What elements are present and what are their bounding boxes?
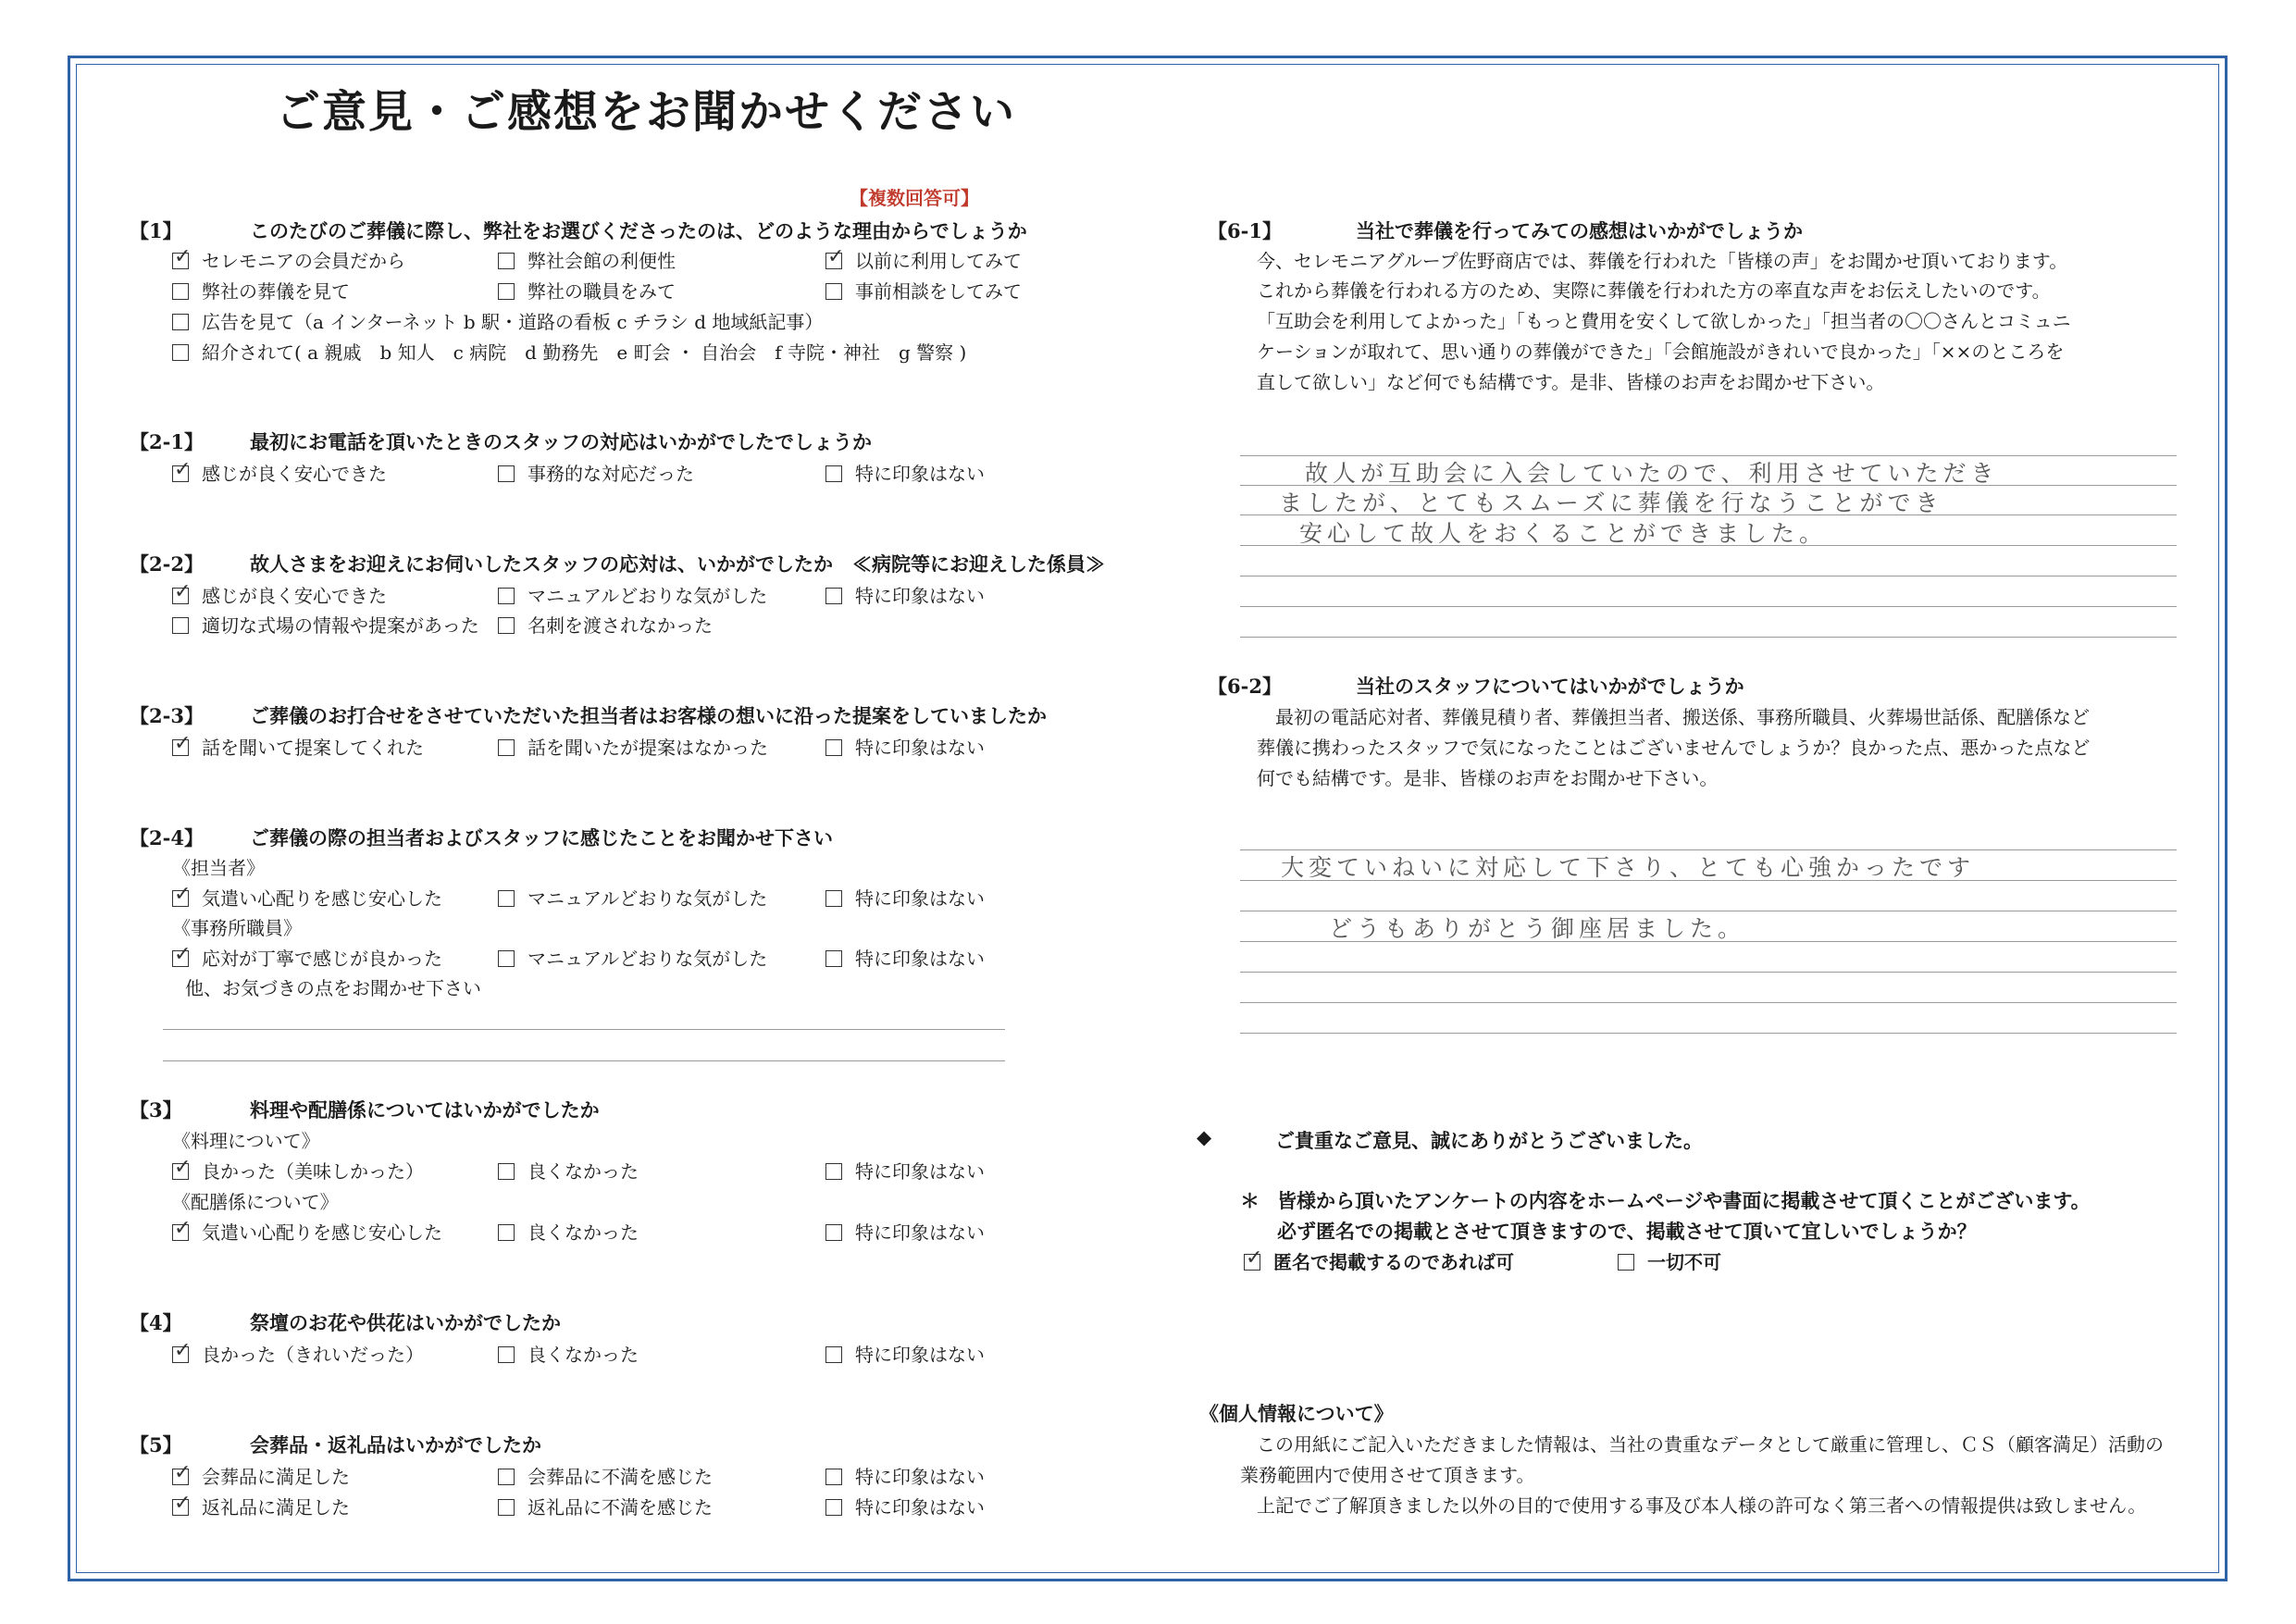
publish-option-anonymous[interactable]: ✓匿名で掲載するのであれば可 [1244, 1247, 1514, 1274]
q6-1-body-line: ケーションが取れて、思い通りの葬儀ができた」「会館施設がきれいで良かった」「××のところを [1257, 341, 2065, 363]
q2-2-option-none[interactable]: 特に印象はない [825, 581, 985, 608]
q6-1-body-line: 直して欲しい」など何でも結構です。是非、皆様のお声をお聞かせ下さい。 [1257, 371, 1885, 393]
answer-line[interactable] [1240, 606, 2177, 607]
q2-2-option-manual[interactable]: マニュアルどおりな気がした [498, 581, 767, 608]
answer-line[interactable] [1240, 1002, 2177, 1003]
handwritten-answer-line: 故人が互助会に入会していたので、利用させていただき [1305, 460, 1999, 487]
comment-line[interactable] [163, 1060, 1005, 1061]
checkbox[interactable] [825, 283, 842, 300]
q2-4-office-option-polite[interactable]: ✓応対が丁寧で感じが良かった [172, 944, 442, 971]
question-4: 【4】 祭壇のお花や供花はいかがでしたか [130, 1311, 561, 1334]
handwritten-answer-line: 大変ていねいに対応して下さり、とても心強かったです [1281, 854, 1976, 881]
handwritten-answer-line: どうもありがとう御座居ました。 [1329, 915, 1746, 942]
checkbox[interactable] [825, 890, 842, 907]
q2-1-option-businesslike[interactable]: 事務的な対応だった [498, 459, 694, 486]
q1-option-consultation[interactable]: 事前相談をしてみて [825, 277, 1022, 304]
question-text: このたびのご葬儀に際し、弊社をお選びくださったのは、どのような理由からでしょうか [250, 219, 1027, 242]
checkbox[interactable] [172, 1224, 189, 1241]
checkbox[interactable] [172, 253, 189, 269]
q6-1-body-line: これから葬儀を行われる方のため、実際に葬儀を行われた方の率直な声をお伝えしたいのです。 [1257, 279, 2051, 302]
question-2-2: 【2-2】 故人さまをお迎えにお伺いしたスタッフの応対は、いかがでしたか ≪病院等にお迎えした係員≫ [130, 552, 1105, 576]
thanks-message: ご貴重なご意見、誠にありがとうございました。 [1275, 1129, 1703, 1152]
question-1 [130, 217, 1027, 244]
publish-line-2: 必ず匿名での掲載とさせて頂きますので、掲載させて頂いて宜しいでしょうか？ [1277, 1220, 1977, 1243]
checkbox[interactable] [498, 1469, 515, 1485]
checkbox[interactable] [498, 1163, 515, 1180]
q6-2-body-line: 何でも結構です。是非、皆様のお声をお聞かせ下さい。 [1257, 767, 1719, 789]
thanks-bullet: ◆ [1197, 1125, 1212, 1148]
q3-serving-option-bad[interactable]: 良くなかった [498, 1218, 639, 1245]
answer-line[interactable] [1240, 637, 2177, 638]
checkbox[interactable] [498, 1346, 515, 1363]
question-5: 【5】 会葬品・返礼品はいかがでしたか [130, 1433, 541, 1457]
q2-2-option-no-card[interactable]: 名刺を渡されなかった [498, 611, 713, 638]
question-number: 【1】 [130, 219, 182, 242]
q5-option-gift-satisfied[interactable]: ✓会葬品に満足した [172, 1462, 350, 1489]
checkbox[interactable] [498, 1499, 515, 1516]
q2-3-option-listened[interactable]: ✓話を聞いて提案してくれた [172, 733, 424, 760]
q3-food-option-bad[interactable]: 良くなかった [498, 1157, 639, 1184]
q1-option-advert[interactable]: 広告を見て（a インターネット b 駅・道路の看板 c チラシ d 地域紙記事） [172, 307, 823, 334]
q2-1-option-none[interactable]: 特に印象はない [825, 459, 985, 486]
q2-4-staff-option-manual[interactable]: マニュアルどおりな気がした [498, 884, 767, 911]
q2-3-option-none[interactable]: 特に印象はない [825, 733, 985, 760]
subheading-office: 《事務所職員》 [172, 917, 302, 939]
checkbox[interactable] [825, 1499, 842, 1516]
checkbox[interactable] [825, 1346, 842, 1363]
q3-food-option-good[interactable]: ✓良かった（美味しかった） [172, 1157, 424, 1184]
comment-line[interactable] [163, 1029, 1005, 1030]
checkbox[interactable] [825, 1224, 842, 1241]
q6-1-body-line: 今、セレモニアグループ佐野商店では、葬儀を行われた「皆様の声」をお聞かせ頂いております。 [1257, 250, 2068, 272]
checkbox[interactable] [172, 617, 189, 634]
q5-option-return-unsatisfied[interactable]: 返礼品に不満を感じた [498, 1493, 713, 1519]
handwritten-answer-line: 安心して故人をおくることができました。 [1299, 520, 1828, 547]
checkbox[interactable] [825, 950, 842, 967]
question-3: 【3】 料理や配膳係についてはいかがでしたか [130, 1098, 600, 1122]
q3-food-option-none[interactable]: 特に印象はない [825, 1157, 985, 1184]
checkbox[interactable] [498, 253, 515, 269]
multi-answer-note: 【複数回答可】 [850, 187, 979, 209]
answer-line[interactable] [1240, 972, 2177, 973]
checkbox[interactable] [498, 283, 515, 300]
q1-option-referral[interactable]: 紹介されて( a 親戚 b 知人 c 病院 d 勤務先 e 町会 ・ 自治会 f 寺院・神社 g 警察 ) [172, 338, 966, 365]
checkbox[interactable] [172, 344, 189, 361]
checkbox[interactable] [498, 617, 515, 634]
question-6-1: 【6-1】 当社で葬儀を行ってみての感想はいかがでしょうか [1208, 219, 1803, 242]
q1-option-staff[interactable]: 弊社の職員をみて [498, 277, 676, 304]
checkbox[interactable] [498, 465, 515, 482]
q2-4-staff-option-none[interactable]: 特に印象はない [825, 884, 985, 911]
q4-option-none[interactable]: 特に印象はない [825, 1340, 985, 1367]
privacy-body-line: 業務範囲内で使用させて頂きます。 [1240, 1464, 1535, 1486]
privacy-heading: 《個人情報について》 [1199, 1402, 1394, 1425]
question-6-2: 【6-2】 当社のスタッフについてはいかがでしょうか [1208, 675, 1744, 698]
q2-2-option-venue-info[interactable]: 適切な式場の情報や提案があった [172, 611, 479, 638]
checkbox[interactable] [1618, 1254, 1634, 1271]
handwritten-answer-line: ましたが、とてもスムーズに葬儀を行なうことができ [1279, 490, 1943, 516]
checkbox[interactable] [172, 890, 189, 907]
answer-line[interactable] [1240, 1033, 2177, 1034]
subheading-staff: 《担当者》 [172, 857, 265, 879]
checkbox[interactable] [172, 1469, 189, 1485]
subheading-food: 《料理について》 [172, 1130, 320, 1152]
q5-option-gift-none[interactable]: 特に印象はない [825, 1462, 985, 1489]
question-2-1: 【2-1】 最初にお電話を頂いたときのスタッフの対応はいかがでしたでしょうか [130, 430, 872, 453]
q5-option-gift-unsatisfied[interactable]: 会葬品に不満を感じた [498, 1462, 713, 1489]
q6-2-body-line: 葬儀に携わったスタッフで気になったことはございませんでしょうか？良かった点、悪かった点など [1257, 737, 2091, 759]
checkbox[interactable] [825, 588, 842, 604]
checkbox[interactable] [825, 253, 842, 269]
privacy-body-line: この用紙にご記入いただきました情報は、当社の貴重なデータとして厳重に管理し、ＣＳ（顧客満足）活動の [1257, 1433, 2164, 1456]
checkbox[interactable] [172, 588, 189, 604]
checkbox[interactable] [172, 1163, 189, 1180]
other-comments-label: 他、お気づきの点をお聞かせ下さい [185, 977, 481, 999]
checkbox[interactable] [825, 739, 842, 756]
subheading-serving: 《配膳係について》 [172, 1191, 339, 1213]
q3-serving-option-attentive[interactable]: ✓気遣い心配りを感じ安心した [172, 1218, 442, 1245]
q2-4-office-option-manual[interactable]: マニュアルどおりな気がした [498, 944, 767, 971]
q2-1-option-good[interactable]: ✓感じが良く安心できた [172, 459, 387, 486]
checkbox[interactable] [172, 314, 189, 330]
checkbox[interactable] [498, 950, 515, 967]
checkbox[interactable] [498, 1224, 515, 1241]
checkbox[interactable] [825, 465, 842, 482]
checkbox[interactable] [172, 950, 189, 967]
checkbox[interactable] [172, 1499, 189, 1516]
checkbox[interactable] [172, 283, 189, 300]
checkbox[interactable] [825, 1163, 842, 1180]
q1-option-convenience[interactable]: 弊社会館の利便性 [498, 246, 676, 273]
question-2-3: 【2-3】 ご葬儀のお打合せをさせていただいた担当者はお客様の想いに沿った提案をしていましたか [130, 704, 1047, 727]
publish-mark: ＊ [1240, 1189, 1260, 1212]
q1-option-member[interactable]: ✓セレモニアの会員だから [172, 246, 405, 273]
page-title: ご意見・ご感想をお聞かせください [276, 86, 1017, 138]
checkbox[interactable] [498, 739, 515, 756]
q1-option-used-before[interactable]: ✓ 以前に利用してみて [825, 246, 1022, 273]
q5-option-return-satisfied[interactable]: ✓返礼品に満足した [172, 1493, 350, 1519]
checkbox[interactable] [1244, 1254, 1260, 1271]
q4-option-bad[interactable]: 良くなかった [498, 1340, 639, 1367]
q6-2-body-line: 最初の電話応対者、葬儀見積り者、葬儀担当者、搬送係、事務所職員、火葬場世話係、配膳係など [1275, 706, 2090, 728]
q6-1-body-line: 「互助会を利用してよかった」「もっと費用を安くして欲しかった」「担当者の〇〇さんとコミュニ [1257, 310, 2071, 332]
checkbox[interactable] [172, 739, 189, 756]
publish-option-refuse[interactable]: 一切不可 [1618, 1247, 1721, 1274]
q5-option-return-none[interactable]: 特に印象はない [825, 1493, 985, 1519]
q2-2-option-good[interactable]: ✓感じが良く安心できた [172, 581, 387, 608]
checkbox[interactable] [825, 1469, 842, 1485]
privacy-body-line: 上記でご了解頂きました以外の目的で使用する事及び本人様の許可なく第三者への情報提供は致しません。 [1257, 1494, 2147, 1517]
checkbox[interactable] [172, 465, 189, 482]
q2-4-staff-option-attentive[interactable]: ✓気遣い心配りを感じ安心した [172, 884, 442, 911]
q2-3-option-no-proposal[interactable]: 話を聞いたが提案はなかった [498, 733, 768, 760]
question-2-4: 【2-4】 ご葬儀の際の担当者およびスタッフに感じたことをお聞かせ下さい [130, 826, 833, 849]
checkbox[interactable] [172, 1346, 189, 1363]
checkbox[interactable] [498, 588, 515, 604]
checkbox[interactable] [498, 890, 515, 907]
publish-line-1: 皆様から頂いたアンケートの内容をホームページや書面に掲載させて頂くことがございます。 [1277, 1189, 2091, 1212]
q1-option-saw-funeral[interactable]: 弊社の葬儀を見て [172, 277, 350, 304]
q3-serving-option-none[interactable]: 特に印象はない [825, 1218, 985, 1245]
q2-4-office-option-none[interactable]: 特に印象はない [825, 944, 985, 971]
q4-option-good[interactable]: ✓良かった（きれいだった） [172, 1340, 424, 1367]
